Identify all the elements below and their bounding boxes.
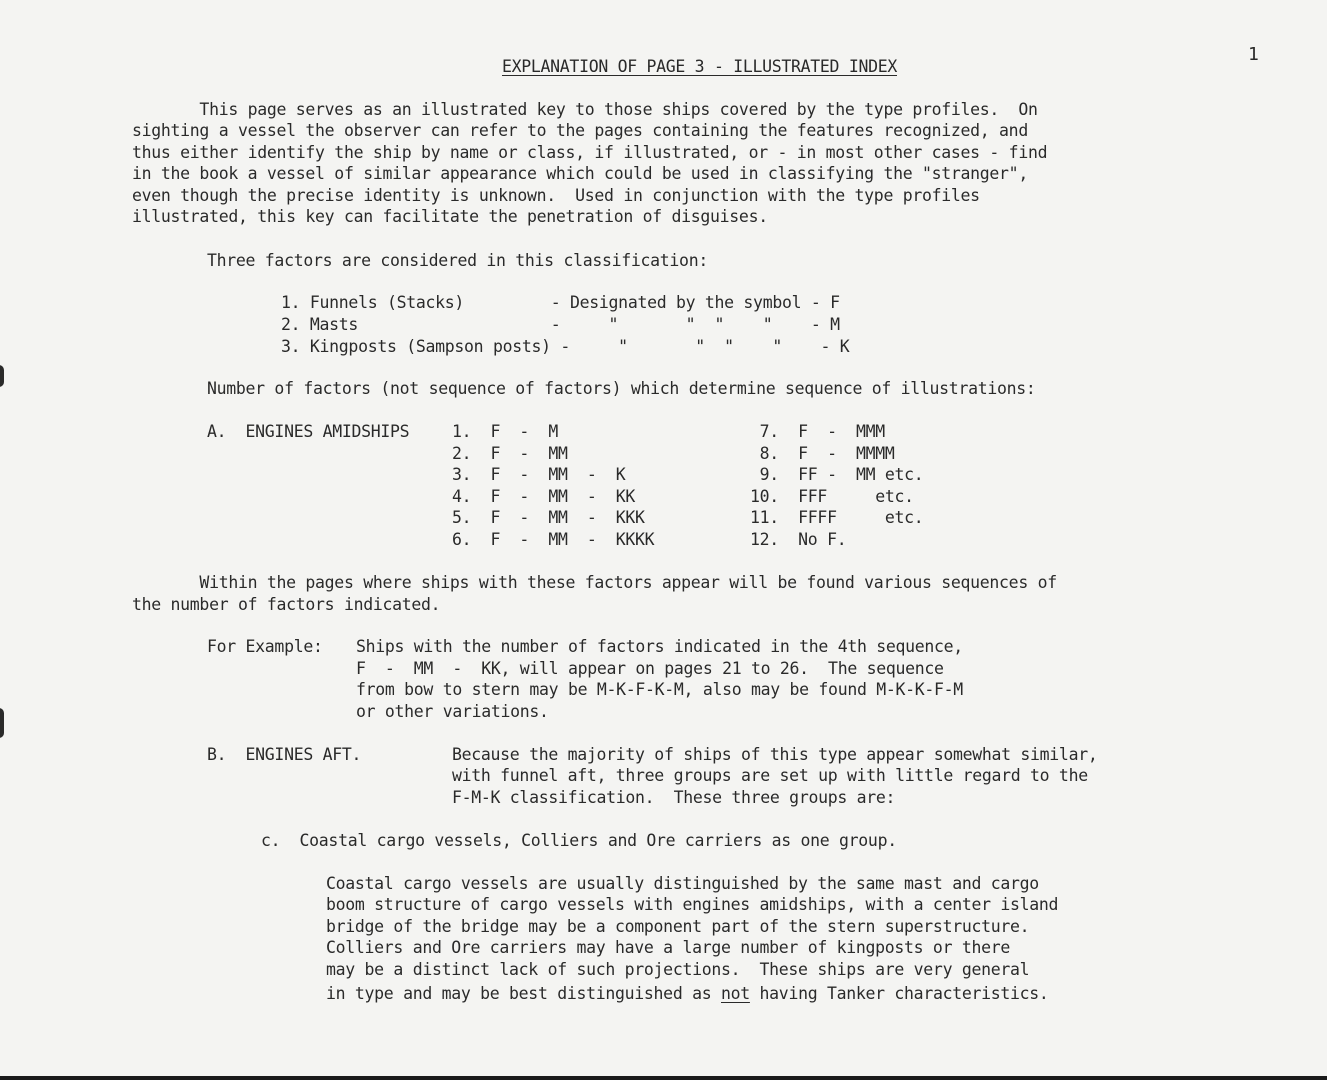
section-b-label: B. ENGINES AFT. [207, 745, 362, 764]
binder-hole-mark [0, 708, 4, 738]
group-c-line: Colliers and Ore carriers may have a large number of kingposts or there [326, 938, 1011, 957]
page-title: EXPLANATION OF PAGE 3 - ILLUSTRATED INDEX [502, 57, 897, 76]
intro-line: in the book a vessel of similar appearance which could be used in classifying the "stranger", [132, 164, 1028, 183]
group-c-line: Coastal cargo vessels are usually distinguished by the same mast and cargo [326, 874, 1039, 893]
sequence-item: 5. F - MM - KKK [452, 508, 645, 527]
last-line-pre: in type and may be best distinguished as [326, 984, 721, 1003]
example-line: or other variations. [356, 702, 549, 721]
example-line: from bow to stern may be M-K-F-K-M, also may be found M-K-K-F-M [356, 680, 963, 699]
group-c-heading: c. Coastal cargo vessels, Colliers and Ore carriers as one group. [261, 831, 897, 850]
sequence-item: 1. F - M [452, 422, 558, 441]
section-b-line: with funnel aft, three groups are set up with little regard to the [452, 766, 1088, 785]
factor-item: 3. Kingposts (Sampson posts) - " " " " - K [281, 337, 850, 356]
intro-line: thus either identify the ship by name or class, if illustrated, or - in most other cases - find [132, 143, 1048, 162]
sequence-item: 4. F - MM - KK [452, 487, 636, 506]
within-line: Within the pages where ships with these factors appear will be found various sequences of [132, 573, 1057, 592]
intro-line: illustrated, this key can facilitate the penetration of disguises. [132, 207, 768, 226]
last-line-underlined: not [721, 984, 750, 1003]
group-c-line: may be a distinct lack of such projections. These ships are very general [326, 960, 1030, 979]
page-number: 1 [1248, 44, 1259, 65]
sequence-item: 8. F - MMMM [750, 444, 895, 463]
group-c-last-line [326, 983, 1049, 1005]
sequence-item: 7. F - MMM [750, 422, 885, 441]
example-label: For Example: [207, 637, 323, 656]
sequence-item: 6. F - MM - KKKK [452, 530, 655, 549]
sequence-item: 3. F - MM - K [452, 465, 626, 484]
intro-line: sighting a vessel the observer can refer to the pages containing the features recognized, and [132, 121, 1028, 140]
sequence-item: 12. No F. [750, 530, 847, 549]
section-b-line: Because the majority of ships of this type appear somewhat similar, [452, 745, 1098, 764]
group-c-line: bridge of the bridge may be a component part of the stern superstructure. [326, 917, 1030, 936]
last-line-post: having Tanker characteristics. [749, 984, 1049, 1003]
factors-intro: Three factors are considered in this classification: [207, 251, 708, 270]
intro-line: even though the precise identity is unknown. Used in conjunction with the type profiles [132, 186, 980, 205]
example-line: Ships with the number of factors indicated in the 4th sequence, [356, 637, 963, 656]
group-c-line: boom structure of cargo vessels with engines amidships, with a center island [326, 895, 1059, 914]
binder-hole-mark [0, 365, 4, 387]
sequence-intro: Number of factors (not sequence of factors) which determine sequence of illustrations: [207, 379, 1036, 398]
sequence-item: 2. F - MM [452, 444, 568, 463]
section-b-line: F-M-K classification. These three groups are: [452, 788, 896, 807]
factor-item: 2. Masts - " " " " - M [281, 315, 840, 334]
example-line: F - MM - KK, will appear on pages 21 to 26. The sequence [356, 659, 944, 678]
page-bottom-edge [0, 1076, 1327, 1080]
sequence-item: 9. FF - MM etc. [750, 465, 924, 484]
within-line: the number of factors indicated. [132, 595, 441, 614]
sequence-item: 11. FFFF etc. [750, 508, 924, 527]
factor-item: 1. Funnels (Stacks) - Designated by the symbol - F [281, 293, 840, 312]
section-a-label: A. ENGINES AMIDSHIPS [207, 422, 410, 441]
intro-line: This page serves as an illustrated key to those ships covered by the type profiles. On [132, 100, 1038, 119]
sequence-item: 10. FFF etc. [750, 487, 914, 506]
